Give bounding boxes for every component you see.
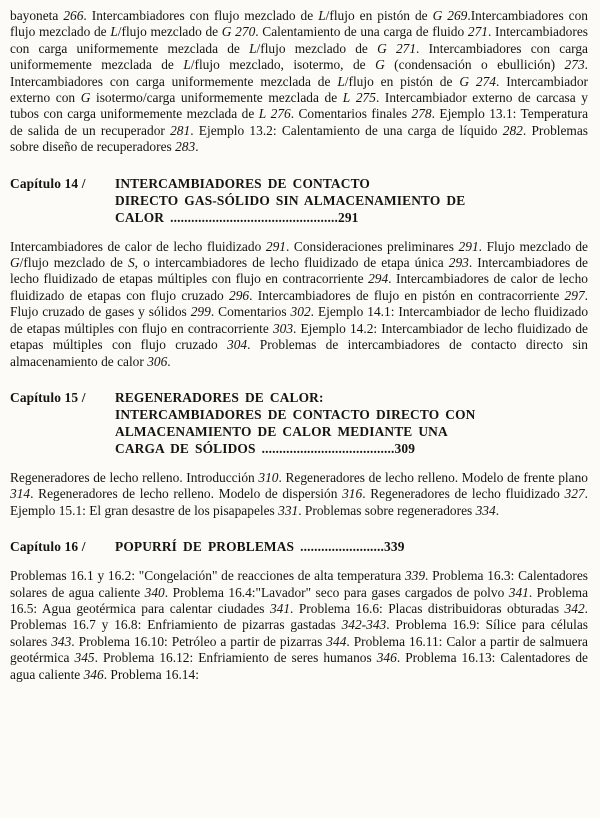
chapter-16-heading (10, 538, 588, 555)
chapter-14-label: Capítulo 14 / (10, 175, 86, 191)
chapter-15-title-1: REGENERADORES DE CALOR: (115, 389, 324, 405)
chapter-16-label: Capítulo 16 / (10, 539, 86, 555)
chapter-15-title-2: INTERCAMBIADORES DE CONTACTO DIRECTO CON (115, 406, 476, 422)
chapter-15-label: Capítulo 15 / (10, 389, 86, 405)
chapter-15-title-4: CARGA DE SÓLIDOS ......................................309 (115, 440, 416, 456)
chapter-14-title-3: CALOR ................................................291 (115, 209, 359, 225)
chapter-14-title-1: INTERCAMBIADORES DE CONTACTO (115, 175, 370, 191)
chapter-14-line-1 (10, 175, 588, 192)
paragraph-ch13-body: bayoneta 266. Intercambiadores con flujo mezclado de L/flujo en pistón de G 269.Intercambiadores con flujo mezclado de L/flujo mezclado de G 270. Calentamiento de una carga de fluido 271. Intercambiadores con carga uniformemente mezclada de L/flujo mezclado de G 271. Intercambiadores con carga uniformemente mezclada de L/flujo mezclado, isotermo, de G (condensación o ebullición) 273. Intercambiadores con carga uniformemente mezclada de L/flujo en pistón de G 274. Intercambiador externo con G isotermo/carga uniformemente mezclada de L 275. Intercambiador externo de carcasa y tubos con carga uniformemente mezclada de L 276. Comentarios finales 278. Ejemplo 13.1: Temperatura de salida de un recuperador 281. Ejemplo 13.2: Calentamiento de una carga de líquido 282. Problemas sobre diseño de recuperadores 283. (10, 8, 589, 155)
chapter-15-heading (10, 389, 588, 457)
chapter-14-title-2: DIRECTO GAS-SÓLIDO SIN ALMACENAMIENTO DE (115, 192, 466, 208)
chapter-15-title-3: ALMACENAMIENTO DE CALOR MEDIANTE UNA (115, 423, 448, 439)
paragraph-ch14-body: Intercambiadores de calor de lecho fluidizado 291. Consideraciones preliminares 291. Flujo mezclado de G/flujo mezclado de S, o intercambiadores de lecho fluidizado de etapa única 293. Intercambiadores de lecho fluidizado de etapas múltiples con flujo en contracorriente 294. Intercambiadores de calor de lecho fluidizado de etapas con flujo cruzado 296. Intercambiadores de flujo en pistón en contracorriente 297. Flujo cruzado de gases y sólidos 299. Comentarios 302. Ejemplo 14.1: Intercambiador de lecho fluidizado de etapas múltiples con flujo en contracorriente 303. Ejemplo 14.2: Intercambiador de lecho fluidizado de etapas múltiples con flujo cruzado 304. Problemas de intercambiadores de contacto directo sin almacenamiento de calor 306. (10, 238, 589, 369)
chapter-14-heading (10, 175, 588, 226)
chapter-16-line-1 (10, 538, 588, 555)
paragraph-ch15-body: Regeneradores de lecho relleno. Introducción 310. Regeneradores de lecho relleno. Modelo de frente plano 314. Regeneradores de lecho relleno. Modelo de dispersión 316. Regeneradores de lecho fluidizado 327. Ejemplo 15.1: El gran desastre de los pisapapeles 331. Problemas sobre regeneradores 334. (10, 469, 588, 518)
paragraph-ch16-body: Problemas 16.1 y 16.2: "Congelación" de reacciones de alta temperatura 339. Problema 16.3: Calentadores solares de agua caliente 340. Problema 16.4:"Lavador" seco para gases cargados de polvo 341. Problema 16.5: Agua geotérmica para calentar ciudades 341. Problema 16.6: Placas distribuidoras obturadas 342. Problemas 16.7 y 16.8: Enfriamiento de pizarras gastadas 342-343. Problema 16.9: Sílice para células solares 343. Problema 16.10: Petróleo a partir de pizarras 344. Problema 16.11: Calor a partir de salmuera geotérmica 345. Problema 16.12: Enfriamiento de seres humanos 346. Problema 16.13: Calentadores de agua caliente 346. Problema 16.14: (10, 568, 589, 682)
chapter-15-line-1 (10, 389, 588, 406)
chapter-16-title-1: POPURRÍ DE PROBLEMAS ........................339 (115, 539, 405, 555)
